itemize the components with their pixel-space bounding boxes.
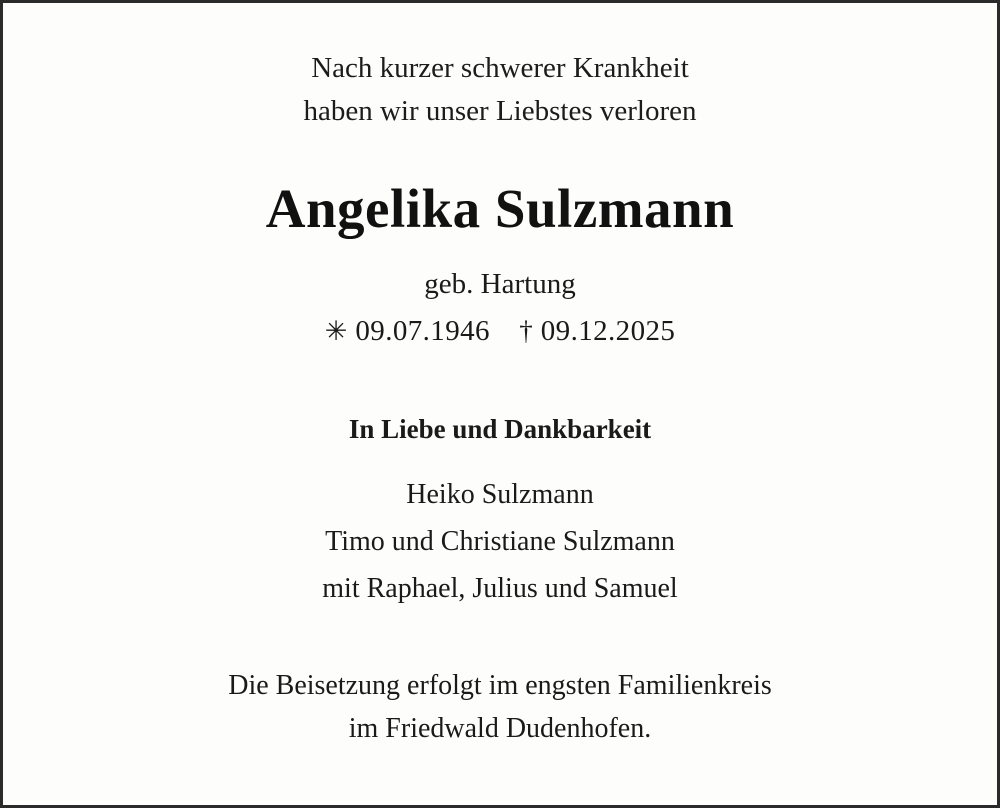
closing-line-2: im Friedwald Dudenhofen. <box>348 713 652 745</box>
life-dates <box>325 315 676 348</box>
birth-star-icon: ✳ <box>324 315 348 346</box>
birth-date: 09.07.1946 <box>355 314 490 347</box>
list-item: mit Raphael, Julius und Samuel <box>322 572 678 604</box>
intro-line-1: Nach kurzer schwerer Krankheit <box>311 52 689 84</box>
list-item: Timo und Christiane Sulzmann <box>325 525 675 557</box>
funeral-information <box>228 664 772 751</box>
death-date: 09.12.2025 <box>540 314 676 347</box>
maiden-name: geb. Hartung <box>424 267 576 300</box>
closing-line-1: Die Beisetzung erfolgt im engsten Familienkreis <box>228 669 772 701</box>
survivors-list <box>322 471 677 612</box>
intro-text <box>304 47 697 133</box>
dedication-line: In Liebe und Dankbarkeit <box>348 413 652 444</box>
intro-line-2: haben wir unser Liebstes verloren <box>303 94 697 127</box>
death-cross-icon: † <box>519 315 534 346</box>
deceased-name: Angelika Sulzmann <box>265 177 735 239</box>
list-item: Heiko Sulzmann <box>406 478 594 510</box>
